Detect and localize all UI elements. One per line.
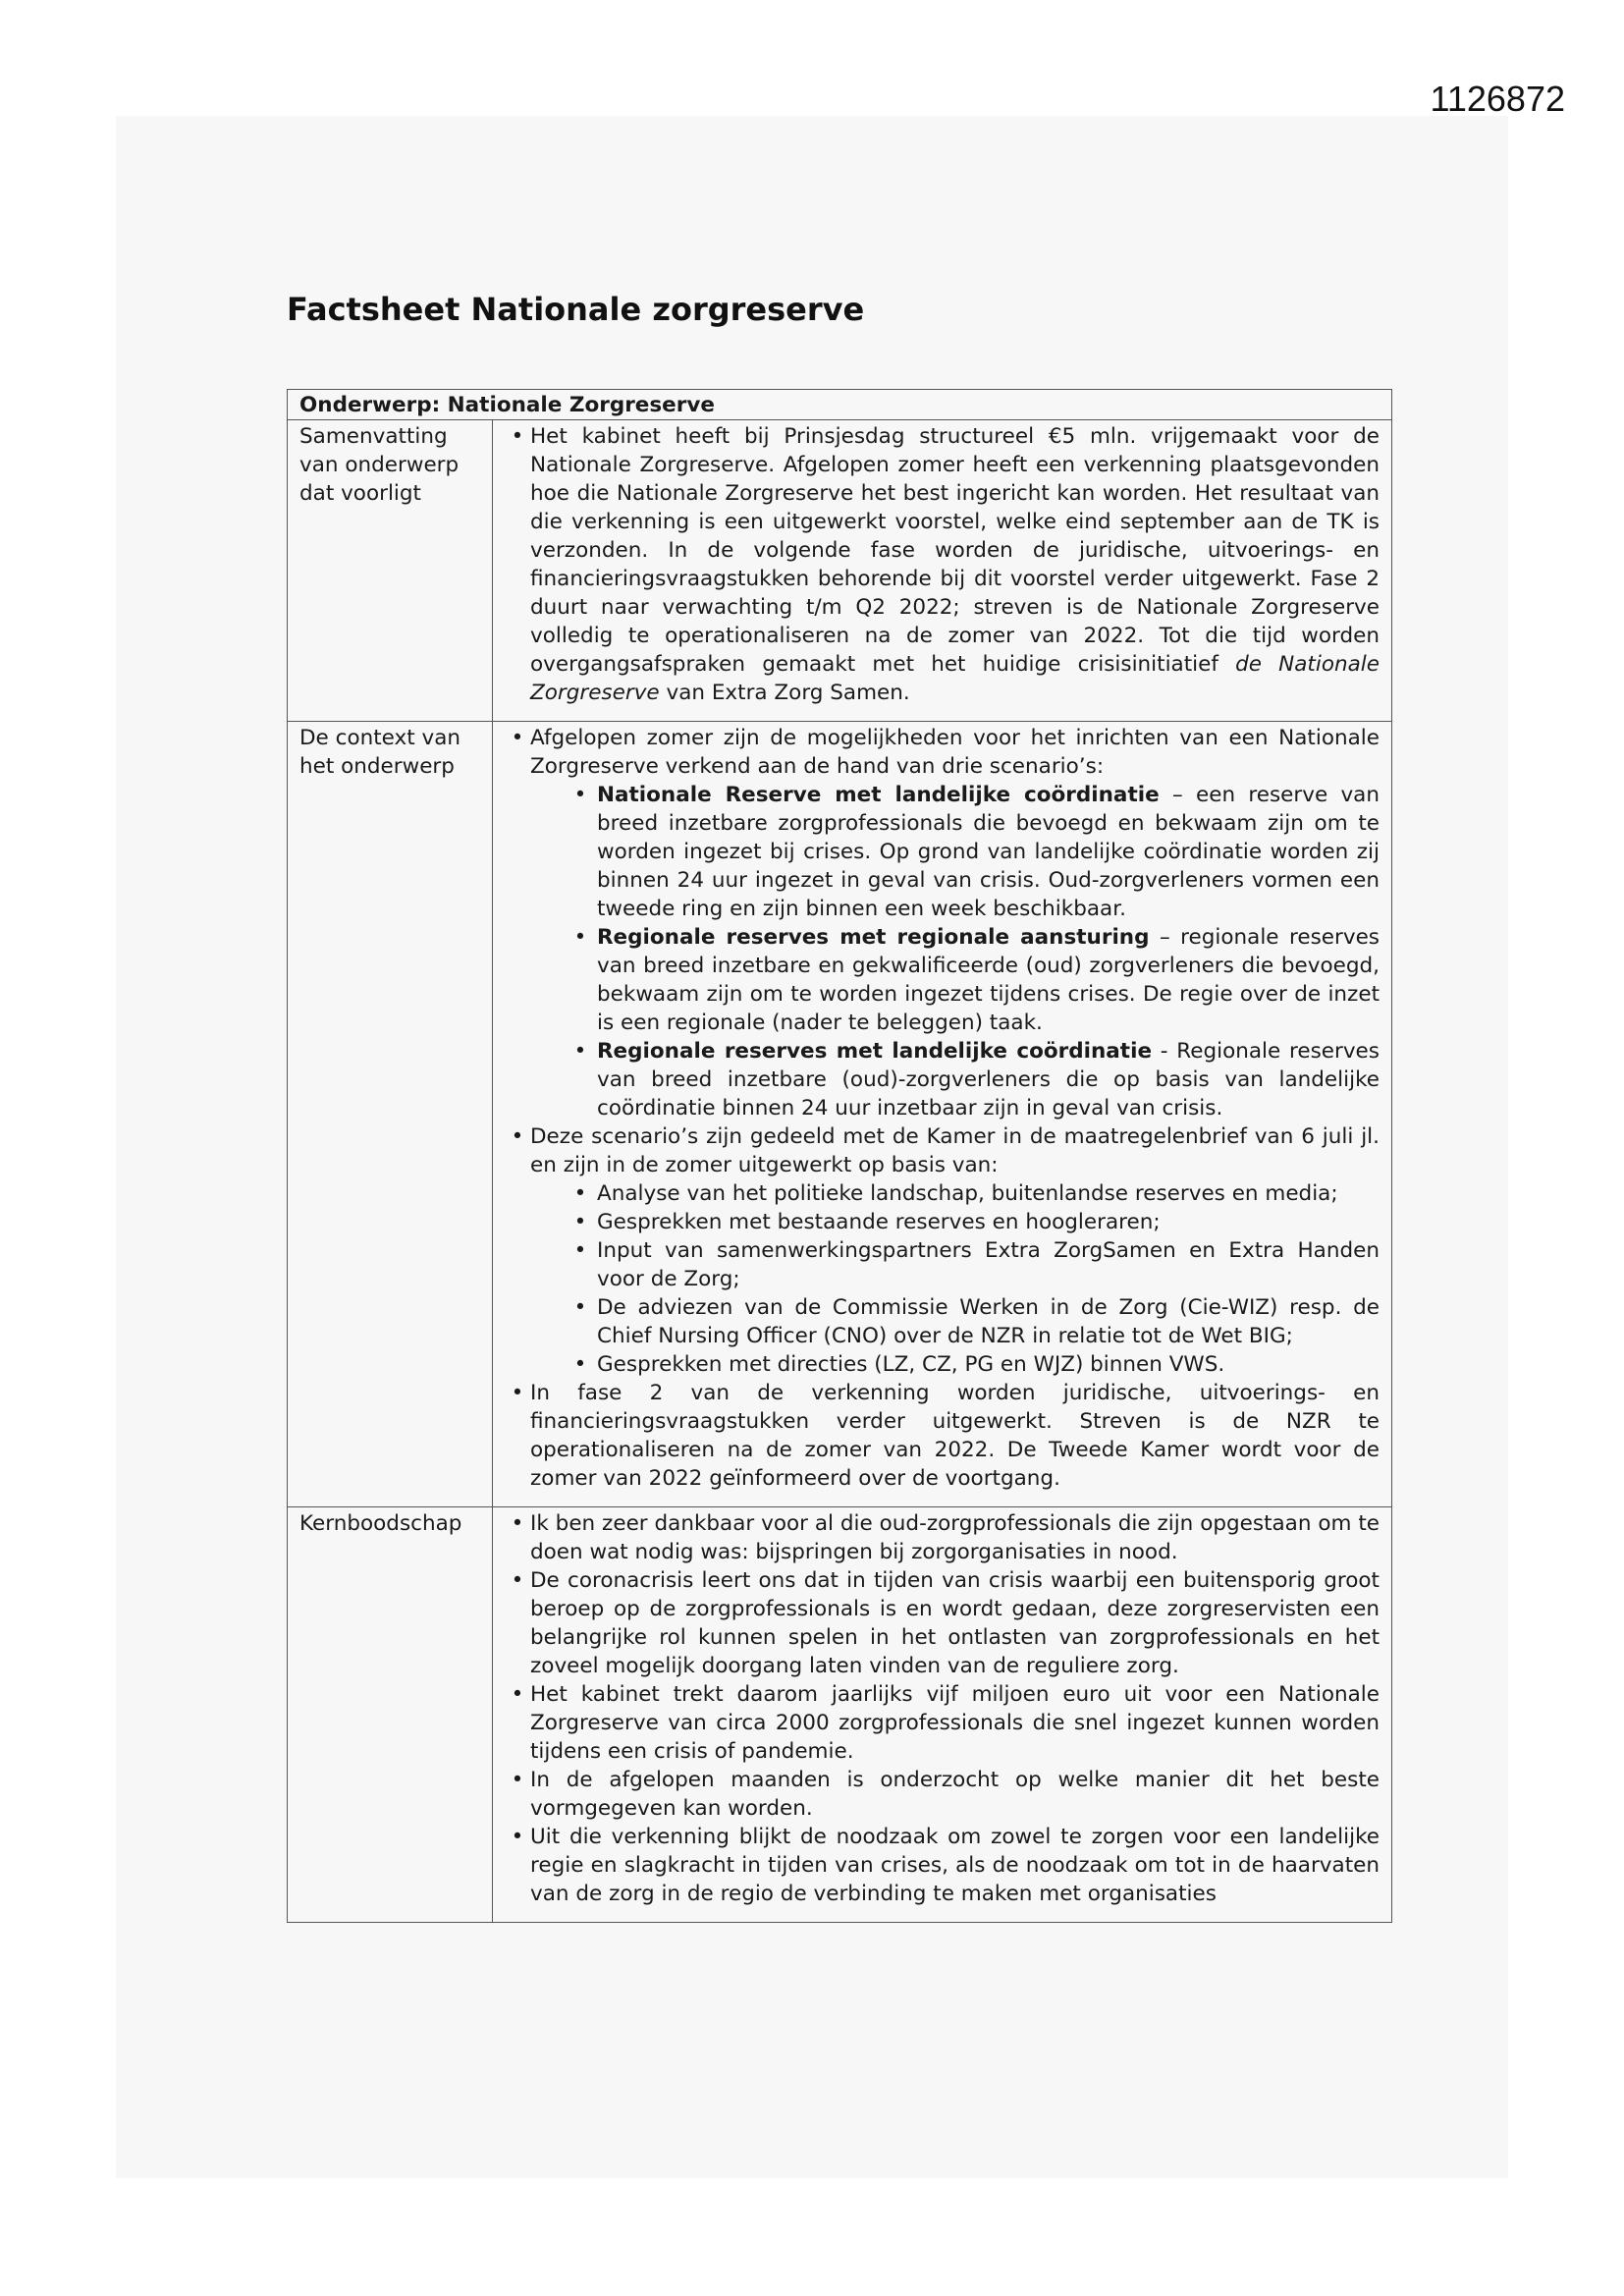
table-header-row [288,390,1392,420]
bullet-text: De coronacrisis leert ons dat in tijden van crisis waarbij een buitensporig groot beroep op de zorgprofessionals is en wordt gedaan, deze zorgreservisten een belangrijke rol kunnen spelen in het ontlasten van zorgprofessionals en het zoveel mogelijk doorgang laten vinden van de reguliere zorg. [530,1568,1380,1678]
bullet-text: In de afgelopen maanden is onderzocht op welke manier dit het beste vormgegeven kan worden. [530,1768,1380,1821]
list-item [505,422,1380,707]
row-label: De context van het onderwerp [288,722,493,1507]
list-item [505,1680,1380,1766]
bullet-text: In fase 2 van de verkenning worden juridische, uitvoerings- en financieringsvraagstukken verder uitgewerkt. Streven is de NZR te operationaliseren na de zomer van 2022. De Tweede Kamer wordt voor de zomer van 2022 geïnformeerd over de voortgang. [530,1381,1380,1491]
table-row [288,722,1392,1507]
scenario-text: – regionale reserves van breed inzetbare en gekwalificeerde (oud) zorgverleners die bevoegd, bekwaam zijn om te worden ingezet tijdens crises. De regie over de inzet is een regionale (nader te beleggen) taak. [597,925,1380,1035]
list-item [505,1122,1380,1379]
factsheet-table [287,389,1392,1923]
document-id: 1126872 [1430,79,1565,119]
scenario-title: Nationale Reserve met landelijke coördinatie [597,783,1160,807]
bullet-text: Deze scenario’s zijn gedeeld met de Kamer in de maatregelenbrief van 6 juli jl. en zijn in de zomer uitgewerkt op basis van: [530,1124,1380,1177]
sub-list-item [564,1037,1380,1122]
row-content [493,722,1392,1507]
sub-bullet-text: Input van samenwerkingspartners Extra ZorgSamen en Extra Handen voor de Zorg; [597,1238,1380,1291]
bullet-text: Het kabinet heeft bij Prinsjesdag structureel €5 mln. vrijgemaakt voor de Nationale Zorgreserve. Afgelopen zomer heeft een verkenning plaatsgevonden hoe die Nationale Zorgreserve het best ingericht kan worden. Het resultaat van die verkenning is een uitgewerkt voorstel, welke eind september aan de TK is verzonden. In de volgende fase worden de juridische, uitvoerings- en financieringsvraagstukken behorende bij dit voorstel verder uitgewerkt. Fase 2 duurt naar verwachting t/m Q2 2022; streven is de Nationale Zorgreserve volledig te operationaliseren na de zomer van 2022. Tot die tijd worden overgangsafspraken gemaakt met het huidige crisisinitiatief [530,424,1380,677]
row-label: Samenvatting van onderwerp dat voorligt [288,420,493,722]
sub-list-item [564,1179,1380,1208]
list-item [505,1566,1380,1680]
bullet-text: van Extra Zorg Samen. [659,681,910,705]
scenario-title: Regionale reserves met landelijke coördinatie [597,1039,1153,1064]
sub-bullet-list [530,781,1380,1122]
sub-bullet-list [530,1179,1380,1379]
list-item [505,1823,1380,1908]
bullet-list [505,724,1380,1493]
scenario-text: – een reserve van breed inzetbare zorgprofessionals die bevoegd en bekwaam zijn om te worden ingezet bij crises. Op grond van landelijke coördinatie worden zij binnen 24 uur ingezet in geval van crisis. Oud-zorgverleners vormen een tweede ring en zijn binnen een week beschikbaar. [597,783,1380,921]
sub-list-item [564,781,1380,923]
list-item [505,1509,1380,1566]
list-item [505,1766,1380,1823]
sub-bullet-text: Analyse van het politieke landschap, buitenlandse reserves en media; [597,1181,1338,1206]
table-row [288,420,1392,722]
table-header: Onderwerp: Nationale Zorgreserve [288,390,1392,420]
sub-list-item [564,923,1380,1037]
bullet-list [505,422,1380,707]
list-item [505,1379,1380,1493]
page-title: Factsheet Nationale zorgreserve [287,291,865,328]
sub-bullet-text: Gesprekken met directies (LZ, CZ, PG en WJZ) binnen VWS. [597,1352,1225,1377]
sub-list-item [564,1350,1380,1379]
sub-list-item [564,1236,1380,1293]
sub-bullet-text: De adviezen van de Commissie Werken in de Zorg (Cie-WIZ) resp. de Chief Nursing Officer (CNO) over de NZR in relatie tot de Wet BIG; [597,1295,1380,1348]
row-label: Kernboodschap [288,1507,493,1923]
bullet-text: Het kabinet trekt daarom jaarlijks vijf miljoen euro uit voor een Nationale Zorgreserve van circa 2000 zorgprofessionals die snel ingezet kunnen worden tijdens een crisis of pandemie. [530,1682,1380,1764]
sub-bullet-text: Gesprekken met bestaande reserves en hoogleraren; [597,1210,1161,1234]
list-item [505,724,1380,1122]
sub-list-item [564,1208,1380,1236]
table-row [288,1507,1392,1923]
bullet-text: Uit die verkenning blijkt de noodzaak om zowel te zorgen voor een landelijke regie en slagkracht in tijden van crises, als de noodzaak om tot in de haarvaten van de zorg in de regio de verbinding te maken met organisaties [530,1825,1380,1906]
bullet-italic-text: de Nationale Zorgreserve [530,652,1380,705]
sub-list-item [564,1293,1380,1350]
row-content [493,420,1392,722]
row-content [493,1507,1392,1923]
bullet-text: Afgelopen zomer zijn de mogelijkheden voor het inrichten van een Nationale Zorgreserve verkend aan de hand van drie scenario’s: [530,726,1380,779]
scenario-title: Regionale reserves met regionale aansturing [597,925,1150,950]
scenario-text: - Regionale reserves van breed inzetbare (oud)-zorgverleners die op basis van landelijke coördinatie binnen 24 uur inzetbaar zijn in geval van crisis. [597,1039,1380,1121]
bullet-list [505,1509,1380,1908]
bullet-text: Ik ben zeer dankbaar voor al die oud-zorgprofessionals die zijn opgestaan om te doen wat nodig was: bijspringen bij zorgorganisaties in nood. [530,1511,1380,1564]
